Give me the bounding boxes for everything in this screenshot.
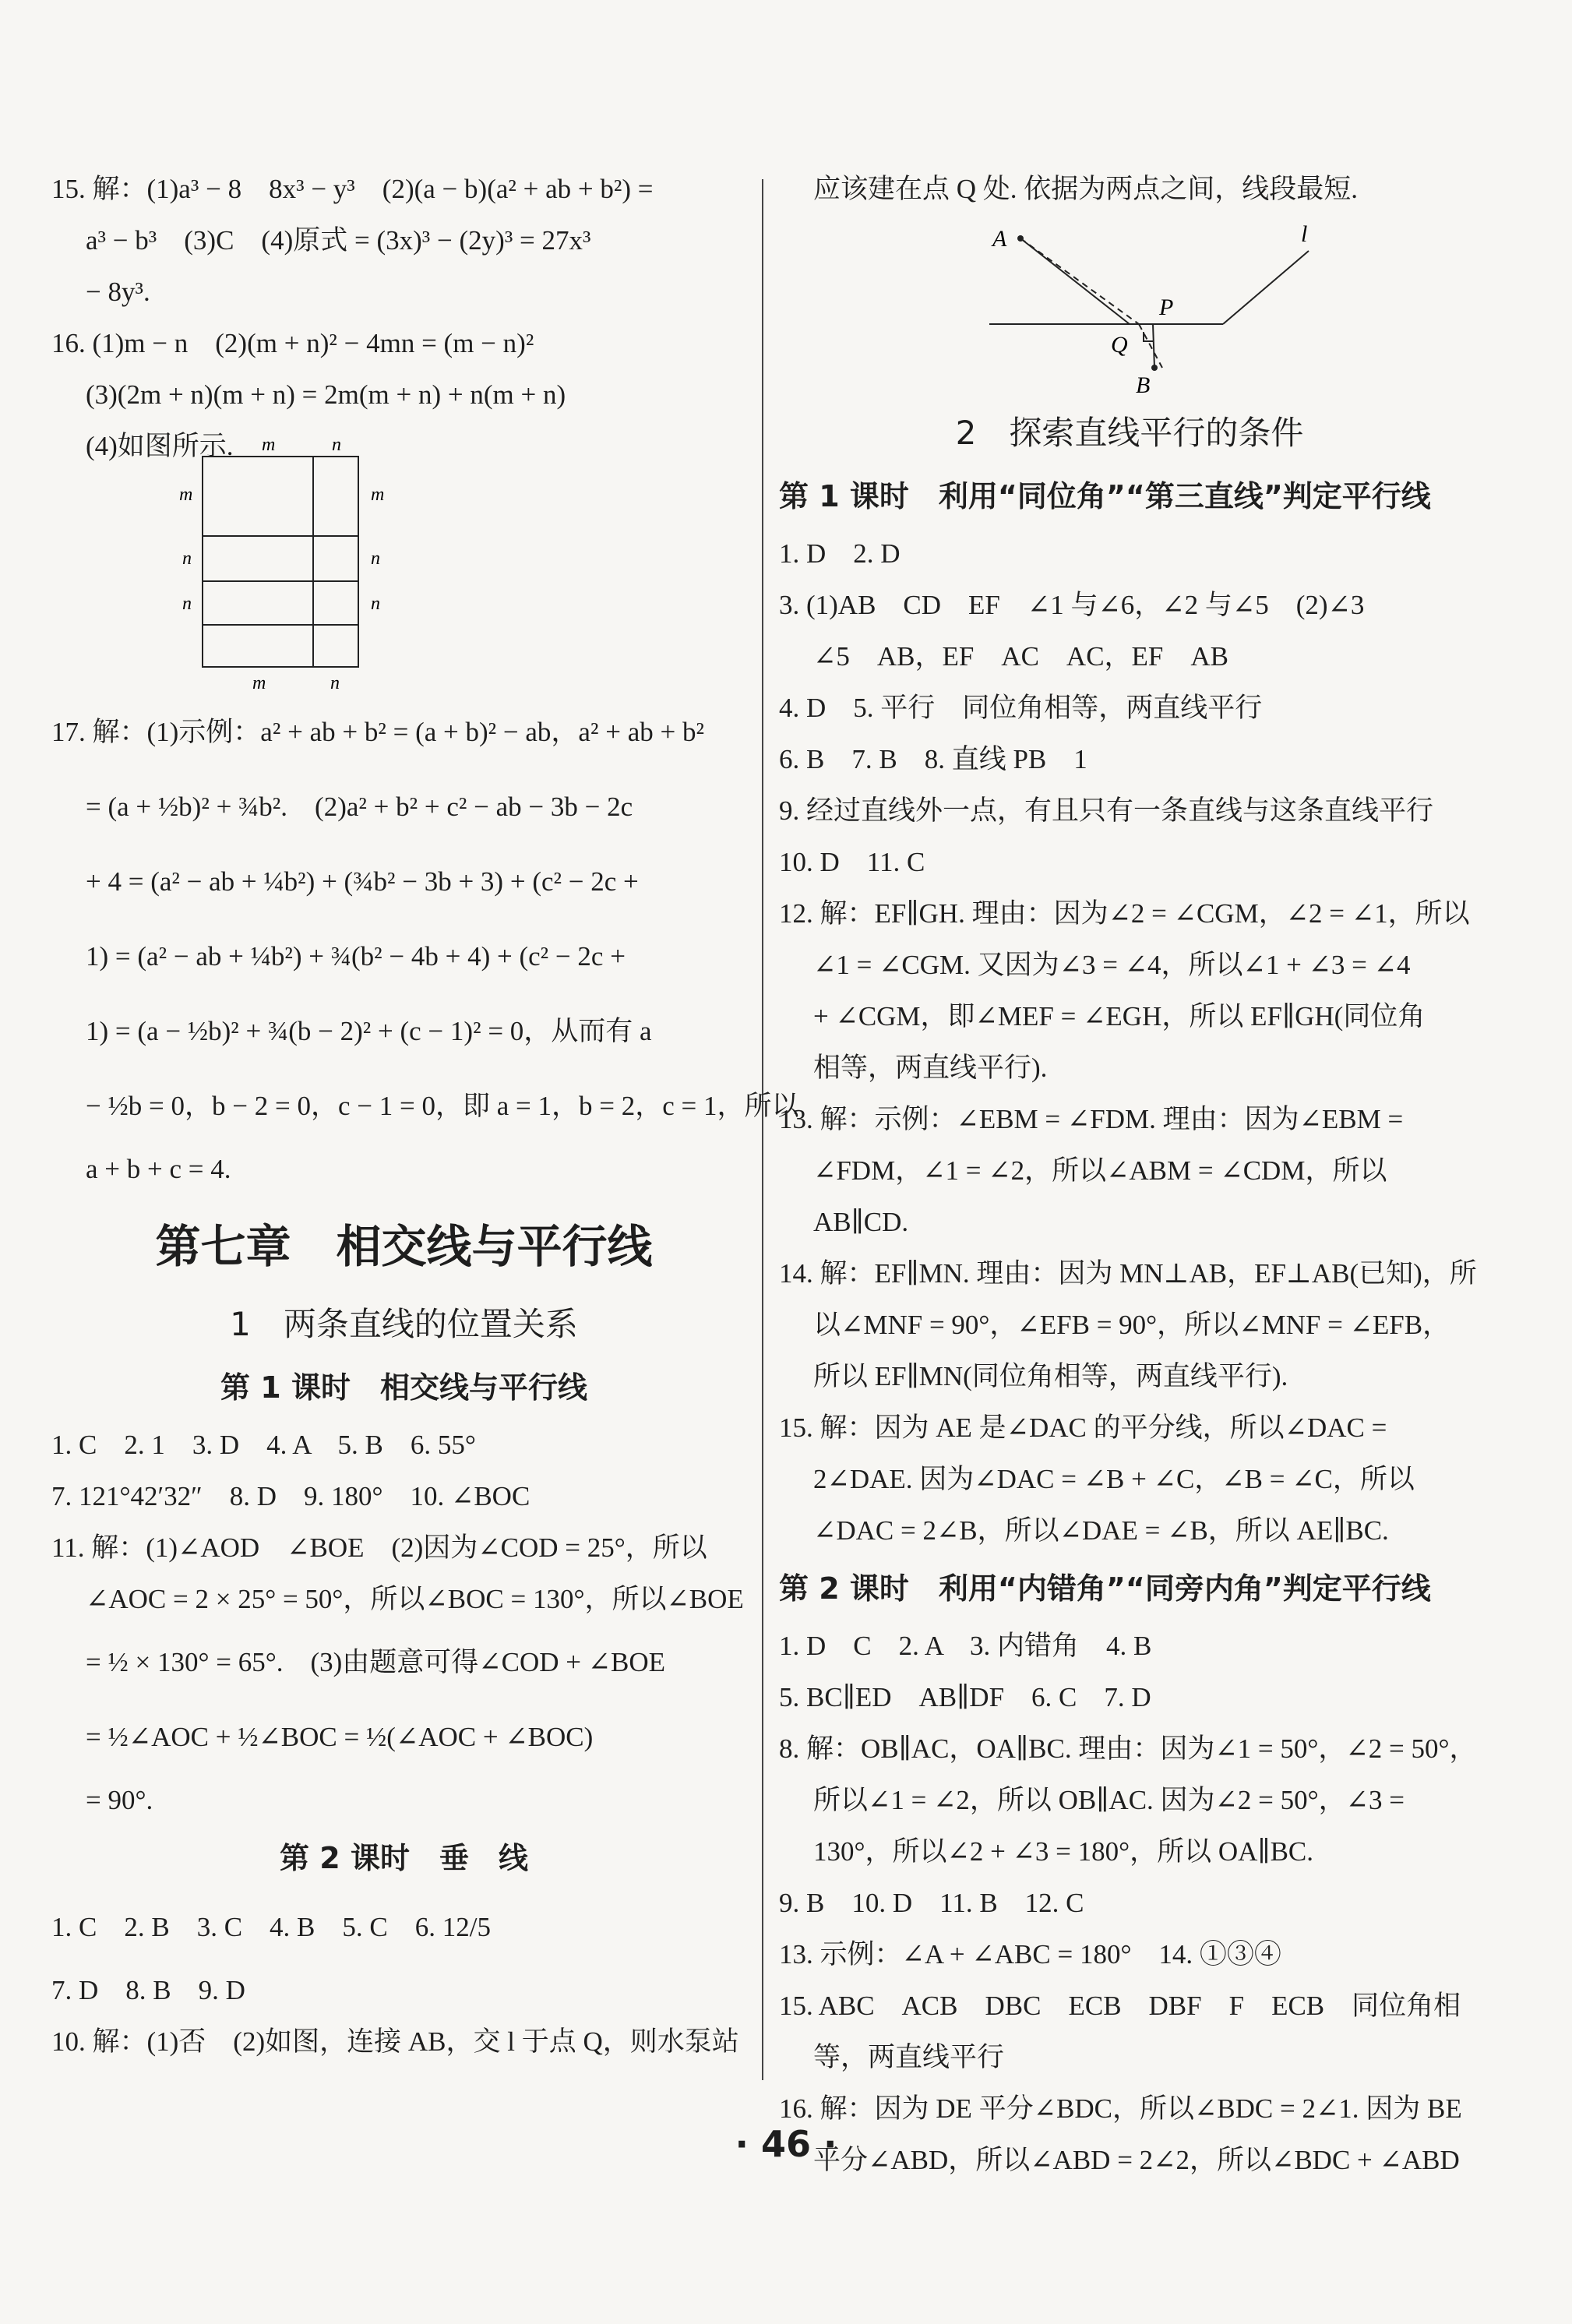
text-line: 所以∠1 = ∠2，所以 OB∥AC. 因为∠2 = 50°，∠3 = [813,1785,1405,1815]
text-line: 应该建在点 Q 处. 依据为两点之间，线段最短. [813,174,1359,204]
text-line: 2∠DAE. 因为∠DAC = ∠B + ∠C，∠B = ∠C，所以 [813,1464,1415,1494]
text-line: 1. D 2. D [779,538,901,569]
section-title: 1 两条直线的位置关系 [230,1305,578,1343]
text-line: 相等，两直线平行). [813,1053,1048,1083]
point-label: P [1159,294,1174,320]
rect-label: n [332,438,341,455]
text-line: 1. C 2. 1 3. D 4. A 5. B 6. 55° [51,1430,476,1460]
rect-label: n [371,548,380,569]
text-line: + 4 = (a² − ab + ¼b²) + (¾b² − 3b + 3) + (c² − 2c + [86,866,639,897]
text-line: 16. 解：因为 DE 平分∠BDC，所以∠BDC = 2∠1. 因为 BE [779,2093,1462,2124]
text-line: 130°，所以∠2 + ∠3 = 180°，所以 OA∥BC. [813,1836,1314,1867]
pump-station-diagram [974,215,1457,402]
text-line: 等，两直线平行 [813,2042,1005,2072]
text-line: 1) = (a² − ab + ¼b²) + ¾(b² − 4b + 4) + (c² − 2c + [86,941,626,972]
text-line: (3)(2m + n)(m + n) = 2m(m + n) + n(m + n) [86,379,566,410]
rect-label: n [330,673,340,693]
text-line: = ½ × 130° = 65°. (3)由题意可得∠COD + ∠BOE [86,1647,666,1677]
text-line: 11. 解：(1)∠AOD ∠BOE (2)因为∠COD = 25°，所以 [51,1532,707,1563]
text-line: 以∠MNF = 90°，∠EFB = 90°，所以∠MNF = ∠EFB， [813,1310,1450,1340]
text-line: ∠DAC = 2∠B，所以∠DAE = ∠B，所以 AE∥BC. [813,1515,1389,1546]
lesson2-answers [51,1890,756,2068]
text-line: 14. 解：EF∥MN. 理由：因为 MN⊥AB，EF⊥AB(已知)，所 [779,1258,1477,1289]
text-line: 1. C 2. B 3. C 4. B 5. C 6. 12/5 [51,1912,491,1942]
text-line: = ½∠AOC + ½∠BOC = ½(∠AOC + ∠BOC) [86,1722,594,1752]
rect-label: n [182,594,192,614]
answer-15 [51,164,756,318]
text-line: = 90°. [86,1785,153,1815]
point-label: B [1136,372,1151,398]
text-line: 7. D 8. B 9. D [51,1975,245,2005]
text-line: 1) = (a − ½b)² + ¾(b − 2)² + (c − 1)² = 0，从而有 a [86,1016,652,1046]
text-line: 7. 121°42′32″ 8. D 9. 180° 10. ∠BOC [51,1481,530,1511]
text-line: 17. 解：(1)示例：a² + ab + b² = (a + b)² − ab，a² + ab + b² [51,717,704,747]
lesson1-answers [51,1419,756,1826]
chapter-title: 第七章 相交线与平行线 [155,1220,653,1273]
text-line: 15. 解：(1)a³ − 8 8x³ − y³ (2)(a − b)(a² + ab + b²) = [51,174,654,204]
answer-17 [51,695,799,1195]
text-line: 9. 经过直线外一点，有且只有一条直线与这条直线平行 [779,795,1434,826]
lesson-title: 第 2 课时 垂 线 [280,1841,528,1875]
text-line: 9. B 10. D 11. B 12. C [779,1888,1084,1918]
text-line: 16. (1)m − n (2)(m + n)² − 4mn = (m − n)² [51,328,534,358]
right-lesson2-answers [779,1620,1480,2186]
text-line: ∠FDM，∠1 = ∠2，所以∠ABM = ∠CDM，所以 [813,1155,1387,1186]
text-line: 8. 解：OB∥AC，OA∥BC. 理由：因为∠1 = 50°，∠2 = 50°， [779,1733,1477,1764]
rectangle-diagram [98,438,503,695]
rect-label: m [252,673,266,693]
text-line: 10. D 11. C [779,847,925,877]
text-line: 15. 解：因为 AE 是∠DAC 的平分线，所以∠DAC = [779,1412,1387,1443]
rect-label: m [179,485,193,505]
line-label: l [1301,221,1308,247]
text-line: AB∥CD. [813,1207,909,1237]
text-line: a + b + c = 4. [86,1154,231,1184]
text-line: − 8y³. [86,277,150,307]
text-line: 1. D C 2. A 3. 内错角 4. B [779,1631,1152,1661]
text-line: = (a + ½b)² + ¾b². (2)a² + b² + c² − ab − 3b − 2c [86,792,633,822]
text-line: 13. 解：示例：∠EBM = ∠FDM. 理由：因为∠EBM = [779,1104,1404,1134]
text-line: ∠5 AB，EF AC AC，EF AB [813,641,1228,672]
text-line: 平分∠ABD，所以∠ABD = 2∠2，所以∠BDC + ∠ABD [813,2145,1460,2175]
text-line: ∠1 = ∠CGM. 又因为∠3 = ∠4，所以∠1 + ∠3 = ∠4 [813,950,1411,980]
text-line: 所以 EF∥MN(同位角相等，两直线平行). [813,1361,1288,1391]
rect-label: m [371,485,385,505]
lesson-title: 第 2 课时 利用“内错角”“同旁内角”判定平行线 [779,1571,1431,1606]
text-line: 5. BC∥ED AB∥DF 6. C 7. D [779,1682,1151,1712]
text-line: 3. (1)AB CD EF ∠1 与∠6，∠2 与∠5 (2)∠3 [779,590,1365,620]
rect-label: m [262,438,276,455]
point-label: A [992,226,1007,252]
text-line: − ½b = 0，b − 2 = 0，c − 1 = 0，即 a = 1，b = 2，c = 1，所以 [86,1091,799,1121]
left-column [51,164,799,2068]
lesson-title: 第 1 课时 利用“同位角”“第三直线”判定平行线 [779,479,1431,513]
section-title: 2 探索直线平行的条件 [955,414,1304,452]
text-line: 13. 示例：∠A + ∠ABC = 180° 14. ①③④ [779,1939,1281,1970]
text-line: a³ − b³ (3)C (4)原式 = (3x)³ − (2y)³ = 27x³ [86,225,591,256]
lesson-title: 第 1 课时 相交线与平行线 [220,1370,587,1405]
text-line: 12. 解：EF∥GH. 理由：因为∠2 = ∠CGM，∠2 = ∠1，所以 [779,898,1470,929]
text-line: + ∠CGM，即∠MEF = ∠EGH，所以 EF∥GH(同位角 [813,1001,1426,1032]
text-line: 10. 解：(1)否 (2)如图，连接 AB，交 l 于点 Q，则水泵站 [51,2026,739,2057]
text-line: ∠AOC = 2 × 25° = 50°，所以∠BOC = 130°，所以∠BOE [86,1584,744,1614]
text-line: (4)如图所示. [86,431,234,461]
text-line: 4. D 5. 平行 同位角相等，两直线平行 [779,693,1263,723]
text-line: 15. ABC ACB DBC ECB DBF F ECB 同位角相 [779,1991,1461,2021]
rect-label: n [371,594,380,614]
point-label: Q [1111,332,1128,358]
text-line: 6. B 7. B 8. 直线 PB 1 [779,744,1087,774]
right-lesson1-answers [779,528,1480,1557]
rect-label: n [182,548,192,569]
right-column [779,164,1480,2186]
page-number: · 46 · [735,2123,837,2165]
